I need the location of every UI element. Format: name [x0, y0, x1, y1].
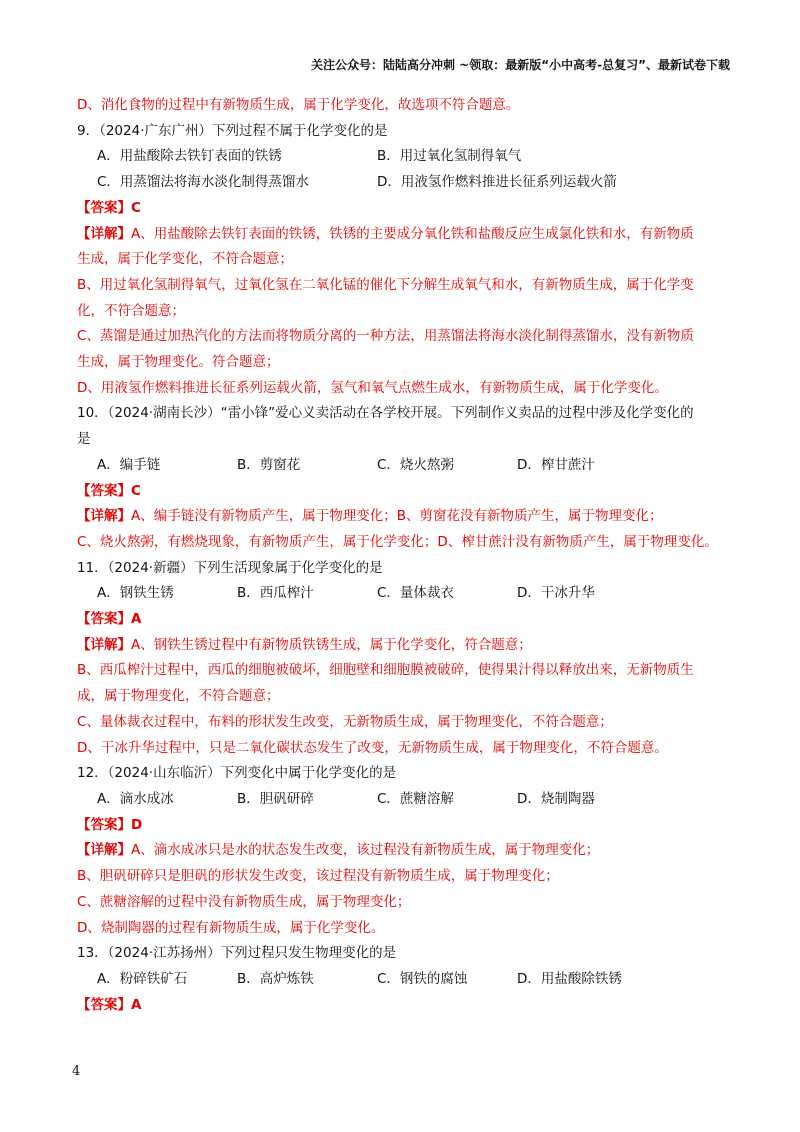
detail-line: 【详解】A、编手链没有新物质产生，属于物理变化；B、剪窗花没有新物质产生，属于物理变化； — [77, 508, 663, 525]
options-row — [77, 787, 737, 813]
option-c: C．量体裁衣 — [377, 585, 454, 602]
detail-line: B、胆矾研碎只是胆矾的形状发生改变，该过程没有新物质生成，属于物理变化； — [77, 868, 559, 885]
header-note: 关注公众号：陆陆高分冲刺 ~领取：最新版“小中高考-总复习”、最新试卷下载 — [311, 58, 730, 72]
answer-line: 【答案】C — [77, 482, 141, 499]
option-b: B．高炉炼铁 — [237, 970, 314, 987]
detail-line: C、烧火熬粥，有燃烧现象，有新物质产生，属于化学变化；D、榨甘蔗汁没有新物质产生，属于物理变化。 — [77, 533, 718, 550]
question-stem-10: 10．（2024·湖南长沙）“雷小锋”爱心义卖活动在各学校开展。下列制作义卖品的过程中涉及化学变化的 — [77, 405, 694, 422]
detail-line: D、用液氢作燃料推进长征系列运载火箭，氢气和氧气点燃生成水，有新物质生成，属于化学变化。 — [77, 379, 668, 396]
question-stem-10-cont: 是 — [77, 431, 91, 448]
options-row — [77, 581, 737, 607]
detail-line: 【详解】A、用盐酸除去铁钉表面的铁锈，铁锈的主要成分氧化铁和盐酸反应生成氯化铁和水，有新物质 — [77, 225, 694, 242]
option-d: D．烧制陶器 — [517, 790, 595, 807]
option-d: D．用盐酸除铁锈 — [517, 970, 622, 987]
detail-line: 生成，属于物理变化。符合题意； — [77, 354, 280, 371]
question-stem-12: 12．（2024·山东临沂）下列变化中属于化学变化的是 — [77, 765, 397, 782]
previous-detail-line: D、消化食物的过程中有新物质生成，属于化学变化，故选项不符合题意。 — [77, 97, 520, 113]
question-stem-13: 13．（2024·江苏扬州）下列过程只发生物理变化的是 — [77, 945, 397, 962]
option-d: D．干冰升华 — [517, 585, 595, 602]
options-row — [77, 967, 737, 993]
detail-line: C、蒸馏是通过加热汽化的方法而将物质分离的一种方法，用蒸馏法将海水淡化制得蒸馏水，没有新物质 — [77, 328, 694, 345]
detail-line: C、量体裁衣过程中，布料的形状发生改变，无新物质生成，属于物理变化，不符合题意； — [77, 713, 613, 730]
answer-line: 【答案】A — [77, 611, 142, 628]
options-row — [77, 170, 737, 196]
document-body — [77, 93, 737, 1018]
detail-line: 化，不符合题意； — [77, 302, 185, 319]
detail-line: B、西瓜榨汁过程中，西瓜的细胞被破坏，细胞壁和细胞膜被破碎，使得果汁得以释放出来，无新物质生 — [77, 662, 694, 679]
option-b: B．用过氧化氢制得氧气 — [377, 148, 522, 165]
detail-line: C、蔗糖溶解的过程中没有新物质生成，属于物理变化； — [77, 893, 411, 910]
answer-line: 【答案】D — [77, 816, 143, 833]
detail-line: D、烧制陶器的过程有新物质生成，属于化学变化。 — [77, 919, 385, 936]
option-a: A．粉碎铁矿石 — [97, 970, 188, 987]
detail-line: 【详解】A、钢铁生锈过程中有新物质铁锈生成，属于化学变化，符合题意； — [77, 636, 532, 653]
detail-line: 生成，属于化学变化，不符合题意； — [77, 251, 293, 268]
question-stem-11: 11．（2024·新疆）下列生活现象属于化学变化的是 — [77, 559, 383, 576]
option-d: D．榨甘蔗汁 — [517, 456, 595, 473]
option-c: C．蔗糖溶解 — [377, 790, 454, 807]
options-row — [77, 453, 737, 479]
option-a: A．编手链 — [97, 456, 161, 473]
option-a: A．滴水成冰 — [97, 790, 174, 807]
detail-line: 成，属于物理变化，不符合题意； — [77, 688, 280, 705]
option-a: A．用盐酸除去铁钉表面的铁锈 — [97, 148, 282, 165]
option-b: B．胆矾研碎 — [237, 790, 314, 807]
answer-line: 【答案】C — [77, 199, 141, 216]
option-c: C．烧火熬粥 — [377, 456, 454, 473]
question-stem-9: 9．（2024·广东广州）下列过程不属于化学变化的是 — [77, 122, 388, 139]
answer-line: 【答案】A — [77, 996, 142, 1013]
option-d: D．用液氢作燃料推进长征系列运载火箭 — [377, 174, 617, 191]
option-b: B．西瓜榨汁 — [237, 585, 314, 602]
option-c: C．钢铁的腐蚀 — [377, 970, 468, 987]
detail-line: B、用过氧化氢制得氧气，过氧化氢在二氧化锰的催化下分解生成氧气和水，有新物质生成，属于化学变 — [77, 276, 694, 293]
detail-line: D、干冰升华过程中，只是二氧化碳状态发生了改变，无新物质生成，属于物理变化，不符合题意。 — [77, 739, 668, 756]
page-number: 4 — [72, 1064, 81, 1079]
option-b: B．剪窗花 — [237, 456, 301, 473]
options-row — [77, 144, 737, 170]
detail-line: 【详解】A、滴水成冰只是水的状态发生改变，该过程没有新物质生成，属于物理变化； — [77, 842, 600, 859]
option-c: C．用蒸馏法将海水淡化制得蒸馏水 — [97, 174, 309, 191]
option-a: A．钢铁生锈 — [97, 585, 174, 602]
